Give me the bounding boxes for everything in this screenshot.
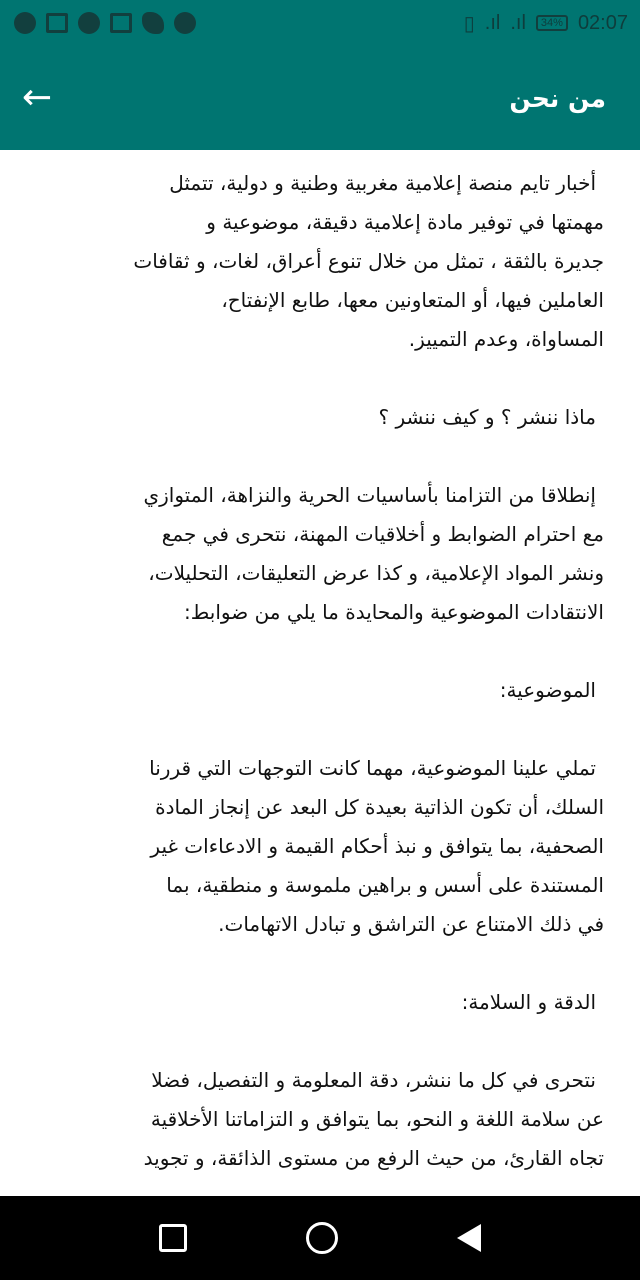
paragraph-spacer <box>30 632 604 671</box>
home-button[interactable] <box>306 1222 338 1254</box>
about-content[interactable] <box>0 164 640 1196</box>
text-line: تجاه القارئ، من حيث الرفع من مستوى الذائقة، و تجويد <box>143 1146 604 1170</box>
messenger-icon <box>14 12 36 34</box>
twitter-icon <box>142 12 164 34</box>
text-line: مهمتها في توفير مادة إعلامية دقيقة، موضوعية و <box>206 210 604 234</box>
text-line: نتحرى في كل ما ننشر، دقة المعلومة و التفصيل، فضلا <box>151 1068 596 1092</box>
battery-indicator: 34% <box>536 15 568 31</box>
chat-icon <box>78 12 100 34</box>
paragraph-spacer <box>30 437 604 476</box>
text-line: العاملين فيها، أو المتعاونين معها، طابع الإنفتاح، <box>221 288 604 312</box>
signal-icon: .ıl <box>510 11 526 34</box>
navigation-bar <box>0 1196 640 1280</box>
text-line: عن سلامة اللغة و النحو، بما يتوافق و التزاماتنا الأخلاقية <box>150 1107 604 1131</box>
vibrate-icon: ▯ <box>463 12 475 35</box>
paragraph-spacer <box>30 710 604 749</box>
text-line: ونشر المواد الإعلامية، و كذا عرض التعليقات، التحليلات، <box>148 561 604 585</box>
text-line: مع احترام الضوابط و أخلاقيات المهنة، نتحرى في جمع <box>161 522 604 546</box>
section-heading <box>30 983 604 1022</box>
text-line: أخبار تايم منصة إعلامية مغربية وطنية و دولية، تتمثل <box>169 171 596 195</box>
status-bar <box>0 0 640 46</box>
back-arrow-icon[interactable]: ← <box>22 77 53 118</box>
page-title: من نحن <box>509 83 606 113</box>
text-line: تملي علينا الموضوعية، مهما كانت التوجهات التي قررنا <box>149 756 596 780</box>
paragraph-spacer <box>30 359 604 398</box>
text-line: الموضوعية: <box>499 678 596 702</box>
section-heading <box>30 671 604 710</box>
text-line: الانتقادات الموضوعية والمحايدة ما يلي من ضوابط: <box>184 600 604 624</box>
phone-icon <box>174 12 196 34</box>
app-bar <box>0 46 640 150</box>
image-icon <box>110 13 132 33</box>
paragraph <box>30 164 604 359</box>
text-line: في ذلك الامتناع عن التراشق و تبادل الاتهامات. <box>218 912 604 936</box>
text-line: إنطلاقا من التزامنا بأساسيات الحرية والنزاهة، المتوازي <box>143 483 596 507</box>
text-line: ماذا ننشر ؟ و كيف ننشر ؟ <box>378 405 596 429</box>
recent-apps-button[interactable] <box>159 1224 187 1252</box>
text-line: جديرة بالثقة ، تمثل من خلال تنوع أعراق، لغات، و ثقافات <box>133 249 604 273</box>
gmail-icon <box>46 13 68 33</box>
text-line: الدقة و السلامة: <box>461 990 596 1014</box>
back-button[interactable] <box>457 1224 481 1252</box>
paragraph-spacer <box>30 944 604 983</box>
paragraph <box>30 749 604 944</box>
signal-icon: .ıl <box>484 11 501 34</box>
clock: 02:07 <box>577 11 628 34</box>
text-line: السلك، أن تكون الذاتية بعيدة كل البعد عن إنجاز المادة <box>155 795 604 819</box>
section-heading <box>30 398 604 437</box>
paragraph-spacer <box>30 1022 604 1061</box>
notification-icons <box>14 12 196 34</box>
text-line: المستندة على أسس و براهين ملموسة و منطقية، بما <box>166 873 604 897</box>
text-line: المساواة، وعدم التمييز. <box>408 327 604 351</box>
paragraph <box>30 476 604 632</box>
text-line: الصحفية، بما يتوافق و نبذ أحكام القيمة و الادعاءات غير <box>150 834 604 858</box>
paragraph <box>30 1061 604 1178</box>
